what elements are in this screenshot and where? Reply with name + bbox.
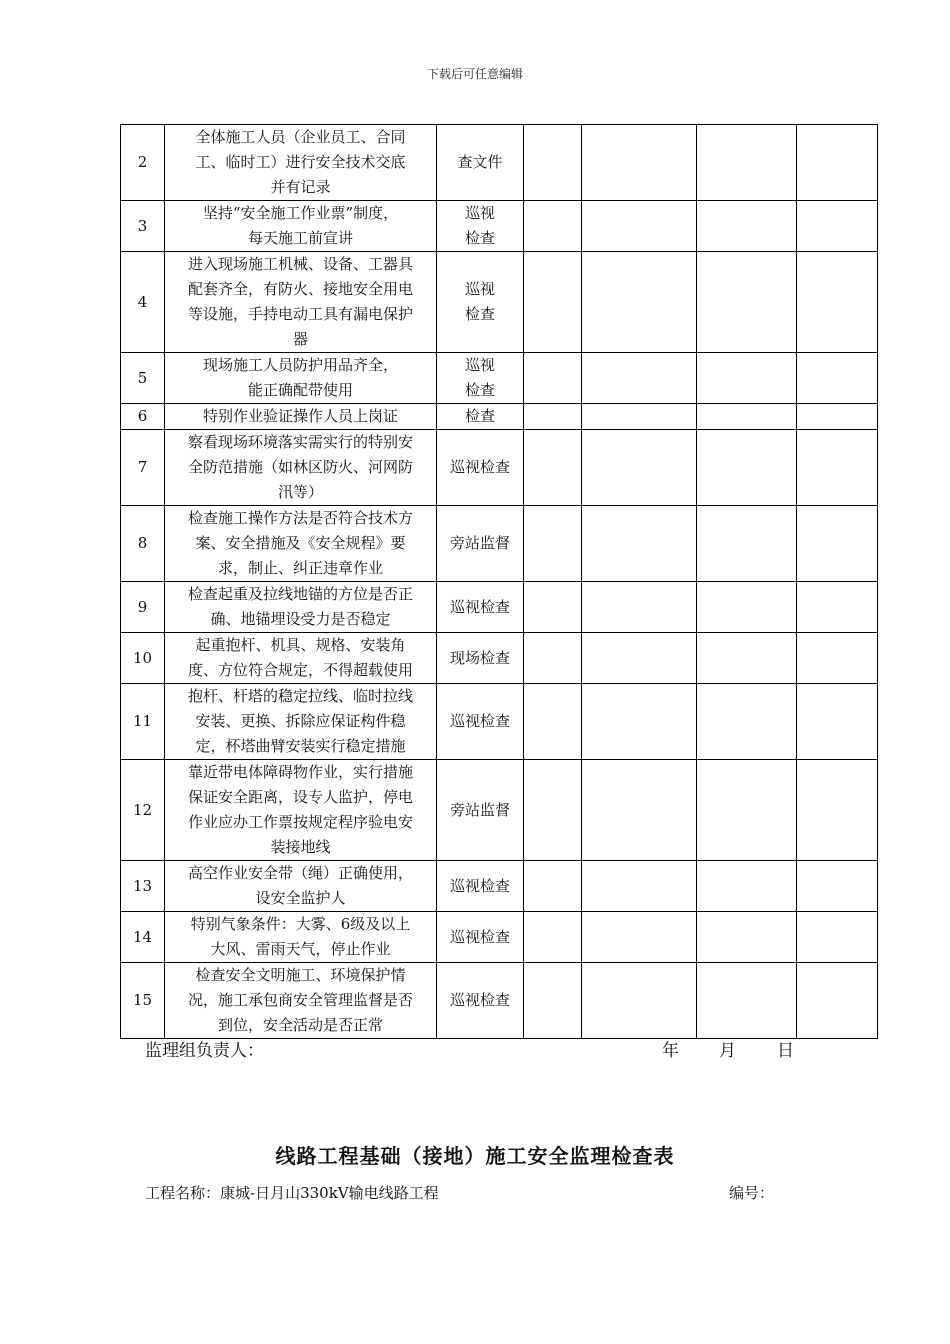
check-item xyxy=(165,252,437,353)
row-number: 15 xyxy=(121,963,165,1039)
blank-cell[interactable] xyxy=(697,760,797,861)
row-number: 3 xyxy=(121,201,165,252)
check-item-line: 每天施工前宣讲 xyxy=(247,229,353,247)
check-item-line: 并有记录 xyxy=(270,178,331,196)
row-number: 2 xyxy=(121,125,165,201)
check-method-line: 检查 xyxy=(464,305,495,323)
row-number: 9 xyxy=(121,582,165,633)
blank-cell[interactable] xyxy=(524,252,582,353)
check-item xyxy=(165,353,437,404)
blank-cell[interactable] xyxy=(524,582,582,633)
check-method xyxy=(437,912,524,963)
check-item-line: 起重抱杆、机具、规格、安装角 xyxy=(195,636,406,654)
check-method xyxy=(437,963,524,1039)
blank-cell[interactable] xyxy=(582,404,697,430)
blank-cell[interactable] xyxy=(697,963,797,1039)
check-method xyxy=(437,125,524,201)
check-method-line: 巡视检查 xyxy=(449,458,510,476)
check-item xyxy=(165,760,437,861)
check-item xyxy=(165,633,437,684)
check-method-line: 查文件 xyxy=(457,153,503,171)
check-item-line: 等设施，手持电动工具有漏电保护 xyxy=(187,305,413,323)
check-item xyxy=(165,684,437,760)
table-row xyxy=(121,125,878,201)
check-item-line: 检查起重及拉线地锚的方位是否正 xyxy=(187,585,413,603)
check-item-line: 检查安全文明施工、环境保护情 xyxy=(195,966,406,984)
blank-cell[interactable] xyxy=(797,633,878,684)
form-number-label: 编号： xyxy=(729,1184,775,1202)
blank-cell[interactable] xyxy=(797,353,878,404)
check-item xyxy=(165,201,437,252)
check-method-line: 检查 xyxy=(464,381,495,399)
header-note: 下载后可任意编辑 xyxy=(426,67,523,81)
check-method-line: 巡视 xyxy=(464,280,495,298)
check-item-line: 大风、雷雨天气，停止作业 xyxy=(210,940,391,958)
check-item-line: 汛等） xyxy=(277,483,323,501)
check-item-line: 况，施工承包商安全管理监督是否 xyxy=(187,991,413,1009)
check-item-line: 检查施工操作方法是否符合技术方 xyxy=(187,509,413,527)
check-item-line: 确、地锚埋设受力是否稳定 xyxy=(210,610,391,628)
blank-cell[interactable] xyxy=(524,633,582,684)
check-item-line: 案、安全措施及《安全规程》要 xyxy=(195,534,406,552)
check-item-line: 求，制止、纠正违章作业 xyxy=(217,559,383,577)
blank-cell[interactable] xyxy=(524,201,582,252)
table-row xyxy=(121,760,878,861)
check-method xyxy=(437,760,524,861)
supervisor-signature-label: 监理组负责人： xyxy=(145,1041,264,1061)
table-row xyxy=(121,684,878,760)
blank-cell[interactable] xyxy=(582,633,697,684)
check-method xyxy=(437,506,524,582)
check-item-line: 高空作业安全带（绳）正确使用， xyxy=(187,864,413,882)
inspection-table-body xyxy=(121,125,878,1039)
blank-cell[interactable] xyxy=(582,963,697,1039)
blank-cell[interactable] xyxy=(582,506,697,582)
check-item-line: 装接地线 xyxy=(270,838,331,856)
check-method-line: 巡视 xyxy=(464,204,495,222)
blank-cell[interactable] xyxy=(697,430,797,506)
blank-cell[interactable] xyxy=(582,430,697,506)
inspection-table xyxy=(120,124,878,1039)
date-year-label: 年 xyxy=(662,1041,679,1061)
blank-cell[interactable] xyxy=(797,430,878,506)
blank-cell[interactable] xyxy=(582,582,697,633)
check-item xyxy=(165,582,437,633)
blank-cell[interactable] xyxy=(797,861,878,912)
check-method xyxy=(437,430,524,506)
check-method-line: 旁站监督 xyxy=(449,800,510,819)
blank-cell[interactable] xyxy=(582,252,697,353)
blank-cell[interactable] xyxy=(524,125,582,201)
table-row xyxy=(121,404,878,430)
check-method xyxy=(437,404,524,430)
check-item-line: 安装、更换、拆除应保证构件稳 xyxy=(195,712,406,730)
check-method-line: 现场检查 xyxy=(449,648,510,667)
table-row xyxy=(121,633,878,684)
table-row xyxy=(121,963,878,1039)
check-item-line: 配套齐全，有防火、接地安全用电 xyxy=(187,280,413,298)
blank-cell[interactable] xyxy=(697,125,797,201)
check-item-line: 全防范措施（如林区防火、河网防 xyxy=(187,458,413,476)
blank-cell[interactable] xyxy=(697,861,797,912)
check-method-line: 巡视检查 xyxy=(449,597,510,616)
blank-cell[interactable] xyxy=(697,684,797,760)
check-method-line: 巡视检查 xyxy=(449,927,510,946)
blank-cell[interactable] xyxy=(524,506,582,582)
date-month-label: 月 xyxy=(719,1041,736,1061)
table-row xyxy=(121,582,878,633)
date-day-label: 日 xyxy=(777,1041,794,1061)
check-item-line: 特别作业验证操作人员上岗证 xyxy=(202,407,398,425)
blank-cell[interactable] xyxy=(697,252,797,353)
check-item-line: 抱杆、杆塔的稳定拉线、临时拉线 xyxy=(187,687,413,705)
check-method-line: 旁站监督 xyxy=(449,534,510,552)
check-method xyxy=(437,633,524,684)
check-item-line: 到位，安全活动是否正常 xyxy=(217,1016,383,1034)
blank-cell[interactable] xyxy=(797,912,878,963)
blank-cell[interactable] xyxy=(524,861,582,912)
table-row xyxy=(121,430,878,506)
check-method xyxy=(437,684,524,760)
blank-cell[interactable] xyxy=(797,582,878,633)
blank-cell[interactable] xyxy=(524,912,582,963)
check-item xyxy=(165,430,437,506)
check-item-line: 能正确配带使用 xyxy=(247,381,353,399)
check-item xyxy=(165,125,437,201)
row-number: 12 xyxy=(121,760,165,861)
blank-cell[interactable] xyxy=(582,912,697,963)
table-row xyxy=(121,506,878,582)
check-method-line: 巡视检查 xyxy=(449,712,510,730)
table-row xyxy=(121,861,878,912)
blank-cell[interactable] xyxy=(797,760,878,861)
check-item-line: 作业应办工作票按规定程序验电安 xyxy=(187,813,413,831)
check-method-line: 检查 xyxy=(464,229,495,247)
row-number: 4 xyxy=(121,252,165,353)
blank-cell[interactable] xyxy=(524,353,582,404)
blank-cell[interactable] xyxy=(582,125,697,201)
table-row xyxy=(121,912,878,963)
check-method-line: 检查 xyxy=(464,407,495,425)
blank-cell[interactable] xyxy=(797,684,878,760)
blank-cell[interactable] xyxy=(697,582,797,633)
check-item-line: 靠近带电体障碍物作业，实行措施 xyxy=(187,763,413,781)
blank-cell[interactable] xyxy=(697,404,797,430)
blank-cell[interactable] xyxy=(797,252,878,353)
check-item xyxy=(165,404,437,430)
blank-cell[interactable] xyxy=(582,760,697,861)
blank-cell[interactable] xyxy=(697,506,797,582)
blank-cell[interactable] xyxy=(797,125,878,201)
row-number: 8 xyxy=(121,506,165,582)
blank-cell[interactable] xyxy=(524,430,582,506)
check-item-line: 保证安全距离，设专人监护，停电 xyxy=(187,788,413,806)
table-row xyxy=(121,353,878,404)
check-item-line: 工、临时工）进行安全技术交底 xyxy=(195,153,406,171)
blank-cell[interactable] xyxy=(524,684,582,760)
check-item-line: 现场施工人员防护用品齐全， xyxy=(202,356,398,374)
blank-cell[interactable] xyxy=(524,404,582,430)
blank-cell[interactable] xyxy=(797,404,878,430)
check-method xyxy=(437,252,524,353)
blank-cell[interactable] xyxy=(697,353,797,404)
blank-cell[interactable] xyxy=(582,353,697,404)
row-number: 6 xyxy=(121,404,165,430)
check-item-line: 度、方位符合规定，不得超载使用 xyxy=(187,661,413,679)
blank-cell[interactable] xyxy=(524,760,582,861)
blank-cell[interactable] xyxy=(697,201,797,252)
blank-cell[interactable] xyxy=(797,506,878,582)
check-item-line: 特别气象条件：大雾、6级及以上 xyxy=(190,915,411,933)
check-item xyxy=(165,861,437,912)
row-number: 11 xyxy=(121,684,165,760)
check-item-line: 坚持“安全施工作业票”制度， xyxy=(202,204,399,222)
check-item-line: 进入现场施工机械、设备、工器具 xyxy=(187,255,413,273)
check-item xyxy=(165,912,437,963)
blank-cell[interactable] xyxy=(797,201,878,252)
blank-cell[interactable] xyxy=(524,963,582,1039)
check-item xyxy=(165,963,437,1039)
row-number: 5 xyxy=(121,353,165,404)
row-number: 10 xyxy=(121,633,165,684)
project-name: 工程名称：康城-日月山330kV输电线路工程 xyxy=(145,1184,439,1202)
blank-cell[interactable] xyxy=(582,861,697,912)
blank-cell[interactable] xyxy=(582,201,697,252)
check-method-line: 巡视检查 xyxy=(449,991,510,1009)
check-item-line: 设安全监护人 xyxy=(255,889,346,907)
row-number: 7 xyxy=(121,430,165,506)
check-method-line: 巡视检查 xyxy=(449,876,510,895)
table-row xyxy=(121,252,878,353)
check-method xyxy=(437,861,524,912)
blank-cell[interactable] xyxy=(797,963,878,1039)
check-item-line: 全体施工人员（企业员工、合同 xyxy=(195,128,406,146)
blank-cell[interactable] xyxy=(582,684,697,760)
check-item-line: 察看现场环境落实需实行的特别安 xyxy=(187,433,413,451)
next-form-title: 线路工程基础（接地）施工安全监理检查表 xyxy=(275,1144,675,1168)
table-row xyxy=(121,201,878,252)
row-number: 14 xyxy=(121,912,165,963)
check-method xyxy=(437,353,524,404)
row-number: 13 xyxy=(121,861,165,912)
check-item-line: 器 xyxy=(292,330,308,348)
check-item xyxy=(165,506,437,582)
blank-cell[interactable] xyxy=(697,633,797,684)
blank-cell[interactable] xyxy=(697,912,797,963)
check-method xyxy=(437,201,524,252)
check-method xyxy=(437,582,524,633)
check-item-line: 定，杯塔曲臂安装实行稳定措施 xyxy=(195,737,406,755)
check-method-line: 巡视 xyxy=(464,356,495,374)
